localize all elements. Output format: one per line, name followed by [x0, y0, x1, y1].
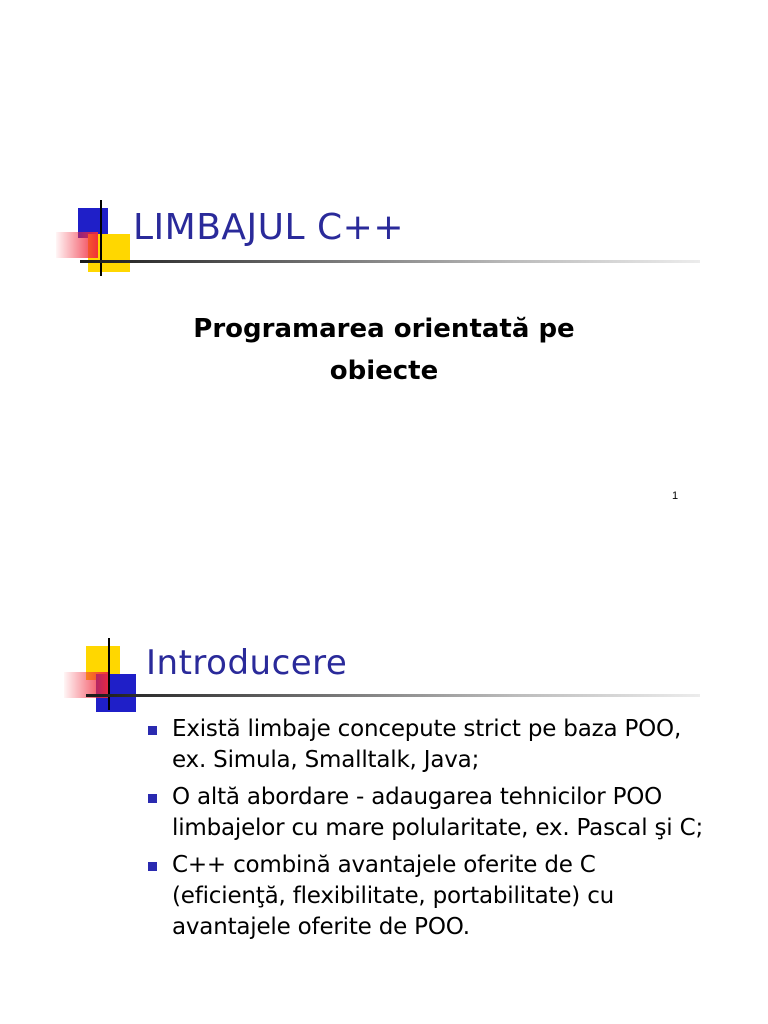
bullet-marker — [148, 726, 157, 735]
bullet-list — [148, 714, 708, 949]
slide-2 — [0, 512, 768, 1024]
title-underline — [86, 694, 700, 697]
slide-subtitle — [0, 308, 768, 392]
bullet-item — [148, 850, 708, 943]
bullet-text: C++ combină avantajele oferite de C (eficienţă, flexibilitate, portabilitate) cu avantajele oferite de POO. — [172, 852, 615, 940]
subtitle-line-2: obiecte — [329, 356, 439, 386]
slide-title: Introducere — [146, 643, 348, 683]
title-decoration — [60, 638, 150, 718]
bullet-highlight: O altă abordare — [172, 784, 349, 810]
decoration-vertical-line — [100, 200, 102, 276]
title-decoration — [52, 200, 142, 280]
bullet-marker — [148, 862, 157, 871]
slide-title: LIMBAJUL C++ — [133, 207, 404, 248]
subtitle-line-1: Programarea orientată pe — [193, 314, 575, 344]
bullet-item — [148, 714, 708, 776]
page-number: 1 — [672, 490, 679, 502]
bullet-marker — [148, 794, 157, 803]
title-underline — [80, 260, 700, 263]
bullet-highlight: limbaje concepute strict pe baza — [247, 716, 618, 742]
bullet-text: - adaugarea tehnicilor POO limbajelor cu mare polularitate, ex. Pascal şi C; — [172, 784, 703, 841]
decoration-vertical-line — [108, 638, 110, 710]
decoration-red-square — [56, 232, 98, 258]
bullet-item — [148, 782, 708, 844]
bullet-text: POO, ex. Simula, Smalltalk, Java; — [172, 716, 682, 773]
bullet-text: Există — [172, 716, 248, 742]
